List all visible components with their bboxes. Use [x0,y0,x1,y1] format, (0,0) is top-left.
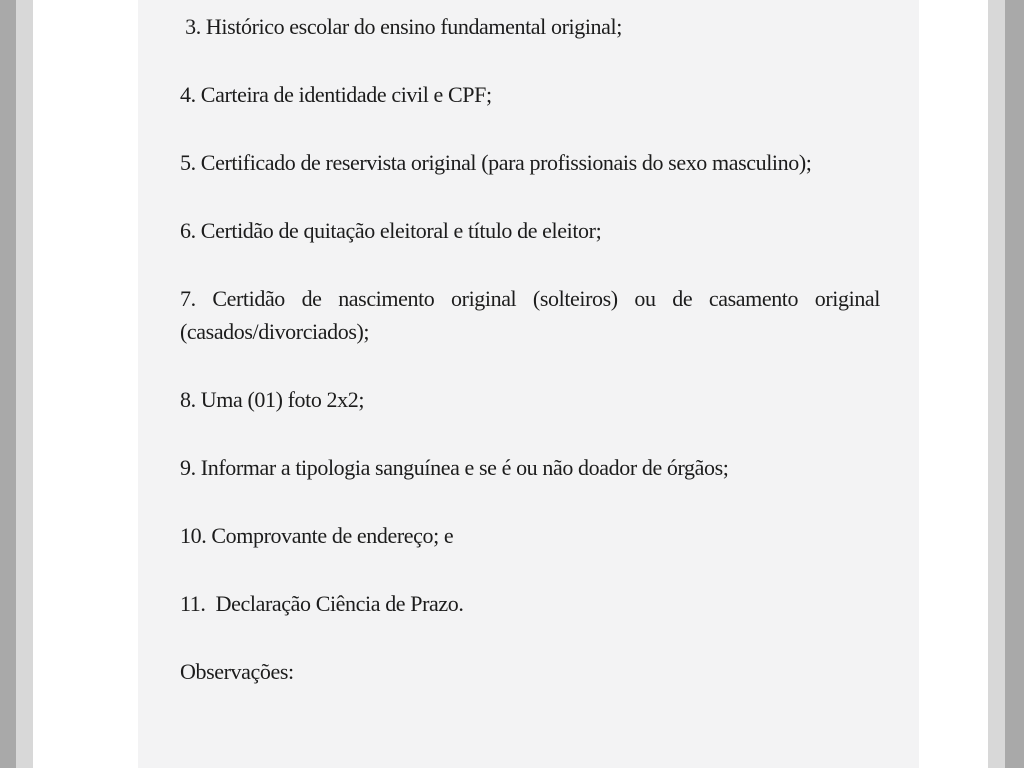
viewer-gutter-inner-right [988,0,1005,768]
viewer-gutter-outer-left [0,0,16,768]
document-line-item-10: 10. Comprovante de endereço; e [180,523,454,548]
document-line-item-8: 8. Uma (01) foto 2x2; [180,387,365,412]
document-line-item-4: 4. Carteira de identidade civil e CPF; [180,82,492,107]
document-line-item-6: 6. Certidão de quitação eleitoral e título de eleitor; [180,218,602,243]
viewer-gutter-outer-right [1005,0,1024,768]
document-content-area[interactable] [138,0,919,768]
document-line-item-9: 9. Informar a tipologia sanguínea e se é ou não doador de órgãos; [180,455,729,480]
document-line-item-5: 5. Certificado de reservista original (para profissionais do sexo masculino); [180,150,812,175]
observations-label: Observações: [180,659,294,684]
document-line-item-11: 11. Declaração Ciência de Prazo. [180,591,464,616]
document-line-item-3: 3. Histórico escolar do ensino fundamental original; [180,14,622,39]
document-line-item-7: 7. Certidão de nascimento original (solteiros) ou de casamento original (casados/divorciados); [180,286,880,344]
viewer-gutter-inner-left [16,0,33,768]
